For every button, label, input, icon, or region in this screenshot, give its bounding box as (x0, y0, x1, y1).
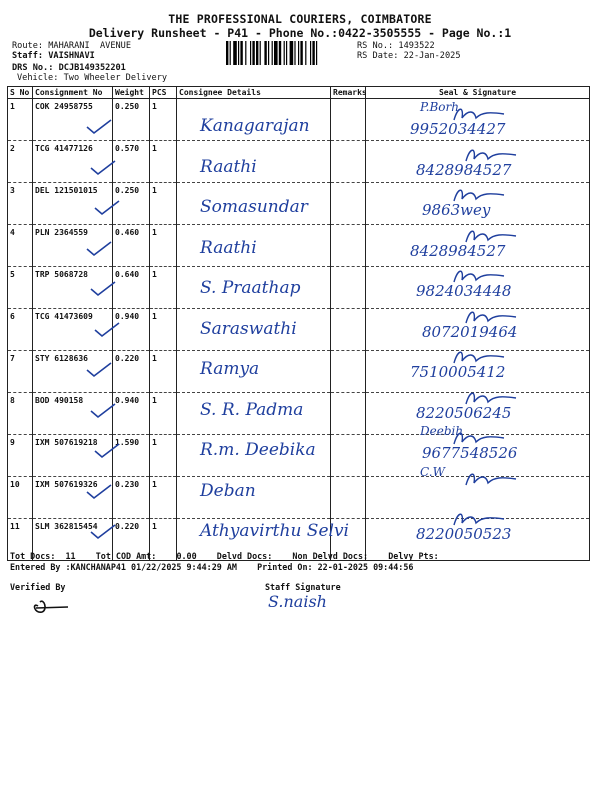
tick-mark-icon (92, 199, 122, 217)
tick-mark-icon (84, 240, 114, 258)
pcs-cell: 1 (150, 351, 177, 393)
verified-by-label: Verified By (10, 582, 66, 592)
remarks-cell (331, 225, 366, 267)
sno-cell: 5 (8, 267, 33, 309)
consignee-handwriting: Saraswathi (200, 318, 297, 339)
barcode-bar (252, 41, 254, 65)
signature-scribble (462, 469, 522, 491)
consignment-cell: COK 24958755 (33, 99, 113, 141)
rs-date-value: 22-Jan-2025 (403, 51, 461, 61)
tick-mark-icon (88, 402, 118, 420)
consignment-cell: BOD 490158 (33, 393, 113, 435)
weight-cell: 0.220 (113, 519, 150, 561)
route-label: Route: (12, 41, 44, 51)
seal-handwriting: P.Borh (420, 100, 459, 114)
barcode-bar (290, 41, 294, 65)
barcode-image (226, 41, 350, 65)
consignee-handwriting: Athyavirthu Selvi (200, 521, 349, 541)
entered-line (10, 562, 413, 572)
barcode-bar (240, 41, 242, 65)
tot-docs-value: 11 (65, 551, 76, 561)
staff-signature-label: Staff Signature (265, 582, 341, 592)
remarks-cell (331, 141, 366, 183)
sno-cell: 7 (8, 351, 33, 393)
weight-cell: 0.940 (113, 309, 150, 351)
tick-mark-icon (92, 321, 122, 339)
weight-cell: 0.230 (113, 477, 150, 519)
weight-cell: 0.250 (113, 99, 150, 141)
consignee-handwriting: Deban (200, 480, 256, 501)
consignment-cell: TRP 5068728 (33, 267, 113, 309)
seal-handwriting: C.W (420, 464, 445, 479)
printed-on-value: 22-01-2025 09:44:56 (317, 562, 414, 572)
rs-no-label: RS No.: (357, 41, 394, 51)
consignee-handwriting: Raathi (200, 156, 257, 177)
consignment-cell: IXM 507619218 (33, 435, 113, 477)
barcode-bar (279, 41, 281, 65)
totals-line (10, 551, 439, 561)
barcode-bar (260, 41, 261, 65)
rs-date-label: RS Date: (357, 51, 399, 61)
remarks-cell (331, 393, 366, 435)
remarks-cell (331, 351, 366, 393)
tick-mark-icon (84, 361, 114, 379)
verified-signature-mark (28, 592, 78, 618)
consignment-cell: PLN 2364559 (33, 225, 113, 267)
barcode-bar (264, 41, 266, 65)
consignment-cell: STY 6128636 (33, 351, 113, 393)
consignment-cell: IXM 507619326 (33, 477, 113, 519)
barcode-bar (312, 41, 314, 65)
vehicle-line (17, 73, 167, 83)
consignment-cell: TCG 41473609 (33, 309, 113, 351)
consignee-handwriting: Somasundar (200, 197, 308, 217)
barcode-bar (250, 41, 251, 65)
delvy-pts-label: Delvy Pts: (388, 551, 439, 561)
barcode-bar (284, 41, 285, 65)
phone-handwriting: 8428984527 (416, 160, 512, 179)
phone-handwriting: 8220050523 (416, 525, 512, 543)
barcode-bar (230, 41, 231, 65)
sno-cell: 4 (8, 225, 33, 267)
phone-handwriting: 8428984527 (410, 241, 506, 260)
barcode-bar (286, 41, 287, 65)
sno-cell: 10 (8, 477, 33, 519)
seal-handwriting: Deebih (420, 424, 464, 438)
weight-cell: 0.640 (113, 267, 150, 309)
consignee-handwriting: Kanagarajan (200, 116, 310, 136)
sno-cell: 8 (8, 393, 33, 435)
staff-signature-handwriting: S.naish (268, 592, 327, 611)
barcode-bar (233, 41, 237, 65)
sno-cell: 11 (8, 519, 33, 561)
delvd-docs-label: Delvd Docs: (216, 551, 273, 561)
remarks-cell (331, 267, 366, 309)
phone-handwriting: 9824034448 (416, 282, 512, 300)
pcs-cell: 1 (150, 519, 177, 561)
pcs-cell: 1 (150, 183, 177, 225)
company-title: THE PROFESSIONAL COURIERS, COIMBATORE (168, 12, 432, 26)
consignee-handwriting: S. R. Padma (200, 399, 304, 420)
col-seal-header: Seal & Signature (366, 87, 590, 99)
barcode-bar (238, 41, 239, 65)
pcs-cell: 1 (150, 99, 177, 141)
consignee-handwriting: Raathi (200, 237, 257, 258)
sno-cell: 6 (8, 309, 33, 351)
tick-mark-icon (84, 118, 114, 136)
consignment-cell: DEL 121501015 (33, 183, 113, 225)
tick-mark-icon (92, 442, 122, 460)
col-sno-header: S No (8, 87, 33, 99)
route-value: MAHARANI AVENUE (48, 41, 132, 51)
entered-by-label: Entered By : (10, 562, 71, 572)
col-pcs-header: PCS (150, 87, 177, 99)
tick-mark-icon (84, 483, 114, 501)
phone-handwriting: 9952034427 (410, 120, 506, 138)
barcode-bar (226, 41, 228, 65)
rs-no-value: 1493522 (398, 41, 435, 51)
tot-cod-label: Tot COD Amt: (95, 551, 157, 561)
col-consignee-header: Consignee Details (177, 87, 331, 99)
drs-line (12, 63, 126, 73)
rs-no-line (357, 41, 435, 51)
weight-cell: 0.940 (113, 393, 150, 435)
col-weight-header: Weight (113, 87, 150, 99)
pcs-cell: 1 (150, 225, 177, 267)
pcs-cell: 1 (150, 141, 177, 183)
sno-cell: 3 (8, 183, 33, 225)
barcode-bar (245, 41, 246, 65)
route-line (12, 41, 131, 51)
barcode-bar (256, 41, 258, 65)
table-header-row (8, 87, 590, 99)
remarks-cell (331, 183, 366, 225)
consignee-handwriting: R.m. Deebika (200, 440, 316, 460)
staff-label: Staff: (12, 51, 44, 61)
remarks-cell (331, 435, 366, 477)
printed-on-label: Printed On: (257, 562, 313, 572)
tick-mark-icon (88, 523, 118, 541)
barcode-bar (316, 41, 317, 65)
sno-cell: 2 (8, 141, 33, 183)
staff-line (12, 51, 95, 61)
tot-docs-label: Tot Docs: (10, 551, 56, 561)
remarks-cell (331, 309, 366, 351)
pcs-cell: 1 (150, 435, 177, 477)
staff-value: VAISHNAVI (48, 51, 95, 61)
weight-cell: 0.250 (113, 183, 150, 225)
barcode-bar (274, 41, 278, 65)
pcs-cell: 1 (150, 267, 177, 309)
rs-date-line (357, 51, 461, 61)
entered-by-value: KANCHANAP41 01/22/2025 9:44:29 AM (70, 562, 237, 572)
weight-cell: 1.590 (113, 435, 150, 477)
non-delvd-docs-label: Non Delvd Docs: (292, 551, 369, 561)
barcode-bar (310, 41, 311, 65)
tick-mark-icon (88, 159, 118, 177)
weight-cell: 0.460 (113, 225, 150, 267)
sno-cell: 1 (8, 99, 33, 141)
drs-label: DRS No.: (12, 63, 54, 73)
drs-value: DCJB149352201 (58, 63, 126, 73)
col-consignment-header: Consignment No (33, 87, 113, 99)
tot-cod-value: 0.00 (176, 551, 197, 561)
barcode-bar (294, 41, 295, 65)
pcs-cell: 1 (150, 393, 177, 435)
barcode-bar (298, 41, 299, 65)
barcode-bar (305, 41, 306, 65)
col-remarks-header: Remarks (331, 87, 366, 99)
pcs-cell: 1 (150, 309, 177, 351)
phone-handwriting: 8072019464 (422, 322, 518, 341)
phone-handwriting: 8220506245 (416, 403, 512, 422)
runsheet-subtitle: Delivery Runsheet - P41 - Phone No.:0422-3505555 - Page No.:1 (88, 26, 512, 40)
pcs-cell: 1 (150, 477, 177, 519)
consignment-cell: TCG 41477126 (33, 141, 113, 183)
phone-handwriting: 9677548526 (422, 444, 518, 462)
vehicle-value: Two Wheeler Delivery (63, 73, 168, 83)
consignee-handwriting: Ramya (200, 359, 260, 379)
phone-handwriting: 9863wey (422, 201, 491, 219)
weight-cell: 0.570 (113, 141, 150, 183)
consignee-handwriting: S. Praathap (200, 278, 301, 298)
barcode-bar (300, 41, 302, 65)
barcode-bar (272, 41, 273, 65)
consignment-cell: SLM 362815454 (33, 519, 113, 561)
sno-cell: 9 (8, 435, 33, 477)
barcode-bar (268, 41, 269, 65)
weight-cell: 0.220 (113, 351, 150, 393)
tick-mark-icon (88, 280, 118, 298)
vehicle-label: Vehicle: (17, 73, 59, 83)
phone-handwriting: 7510005412 (410, 363, 506, 381)
remarks-cell (331, 99, 366, 141)
remarks-cell (331, 477, 366, 519)
